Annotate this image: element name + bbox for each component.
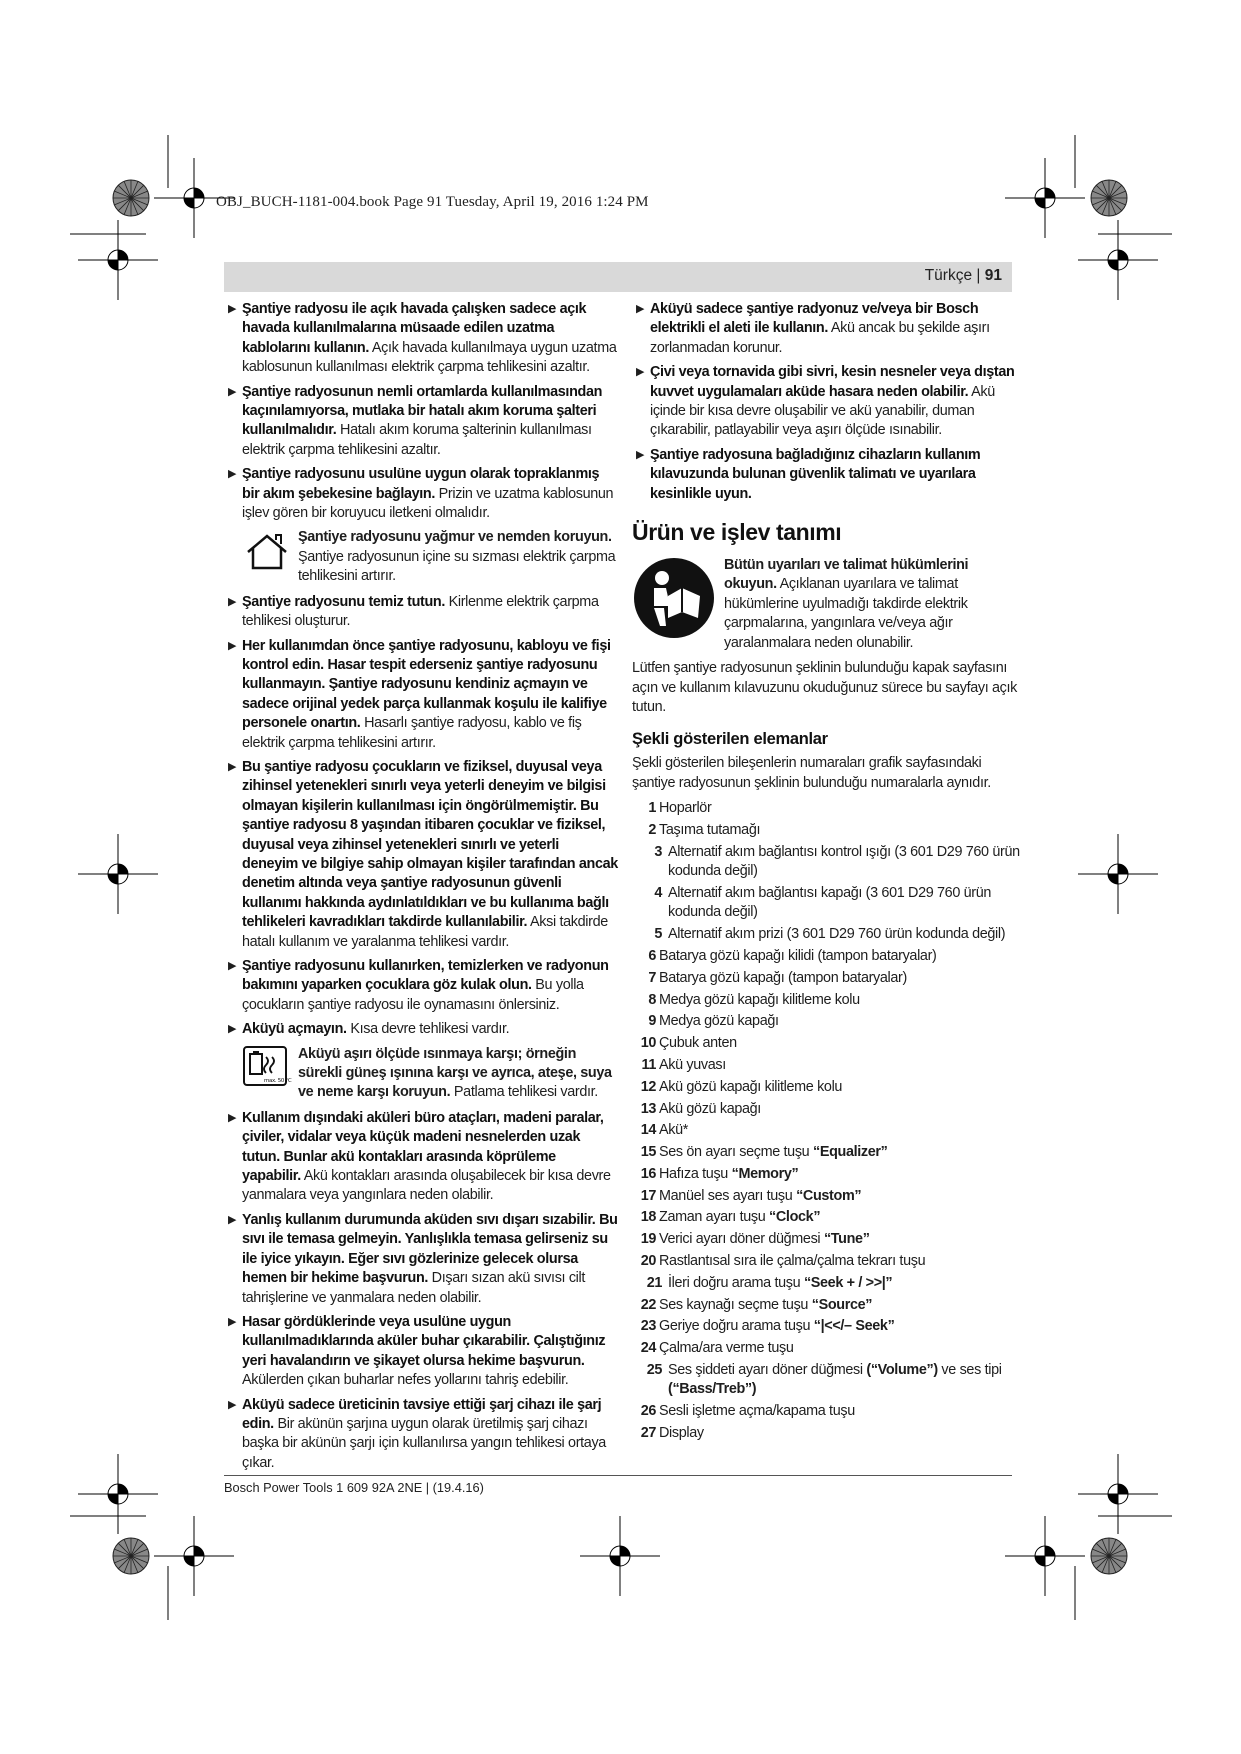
bullet-triangle-icon: ▶ <box>228 468 237 481</box>
color-bar-star-top-right <box>1091 180 1127 216</box>
bullet-triangle-icon: ▶ <box>228 1111 237 1124</box>
bullet-triangle-icon: ▶ <box>228 760 237 773</box>
part-text: Verici ayarı döner düğmesi <box>659 1231 824 1248</box>
color-bar-star-top-left <box>113 180 149 216</box>
safety-item-text: Akü içinde bir kısa devre oluşabilir ve akü yanabilir, duman çıkarabilir, patlayabilir veya aşırı ölçüde ısınabilir. <box>650 383 995 439</box>
right-column <box>632 300 1024 1446</box>
part-item <box>632 1121 1024 1140</box>
part-number: 4 <box>654 884 662 901</box>
safety-item-text: Prizin ve uzatma kablosunun işlev gören bir koruyucu iletkeni olmalıdır. <box>242 485 614 522</box>
part-label <box>659 1100 761 1119</box>
manual-note-text: Açıklanan uyarılara ve talimat hükümlerine uyulmadığı takdirde elektrik çarpmalarına, yangınlara ve/veya ağır yaralanmalara neden olunabilir. <box>724 576 968 651</box>
safety-item-text: Hatalı akım koruma şalterinin kullanılması elektrik çarpma tehlikesini azaltır. <box>242 422 592 458</box>
part-text: Rastlantısal sıra ile çalma/çalma tekrarı tuşu <box>659 1253 926 1270</box>
part-text: Ses şiddeti ayarı döner düğmesi <box>668 1362 867 1379</box>
part-text: Ses ön ayarı seçme tuşu <box>659 1144 813 1161</box>
part-text: Hafıza tuşu <box>659 1165 732 1182</box>
part-label <box>659 821 760 840</box>
part-text: Hoparlör <box>659 800 712 817</box>
battery-heat-icon <box>242 1045 294 1093</box>
part-item <box>632 991 1024 1010</box>
part-key-name: “Clock” <box>769 1209 821 1226</box>
intro-paragraph: Lütfen şantiye radyosunun şeklinin bulunduğu kapak sayfasını açın ve kullanım kılavuzunu okuduğunuz sürece bu sayfayı açık tutun. <box>632 660 1018 715</box>
bullet-triangle-icon: ▶ <box>228 1315 237 1328</box>
part-text: Alternatif akım prizi (3 601 D29 760 ürün kodunda değil) <box>668 926 1006 943</box>
bullet-triangle-icon: ▶ <box>636 303 645 315</box>
part-item <box>632 925 1024 944</box>
part-item <box>632 799 1024 818</box>
sub-paragraph: Şekli gösterilen bileşenlerin numaraları grafik sayfasındaki şantiye radyosunun şeklinin bulunduğu numaralarla aynıdır. <box>632 755 991 791</box>
part-key-name: “Tune” <box>823 1231 870 1248</box>
footer-rule <box>224 1475 1012 1476</box>
part-label <box>659 1143 888 1162</box>
safety-item <box>224 758 618 952</box>
part-label <box>659 1317 894 1336</box>
part-text: Alternatif akım bağlantısı kontrol ışığı (3 601 D29 760 ürün kodunda değil) <box>668 843 1020 880</box>
part-number: 8 <box>648 991 656 1008</box>
print-info-line: OBJ_BUCH-1181-004.book Page 91 Tuesday, April 19, 2016 1:24 PM <box>216 194 649 210</box>
part-number: 21 <box>646 1274 662 1291</box>
safety-item-bold: Her kullanımdan önce şantiye radyosunu, kabloyu ve fişi kontrol edin. Hasar tespit ederseniz şantiye radyosunu kullanmayın. Şantiye radyosunu kendiniz açmayın ve sadece orijinal yedek parça kullanmak koşulu ile kalifiye personele onartın. <box>242 637 611 732</box>
bullet-triangle-icon: ▶ <box>228 1398 237 1411</box>
safety-item-bold: Kullanım dışındaki aküleri büro ataçları, madeni paralar, çiviler, vidalar veya küçük madeni nesnelerden uzak tutun. Bunlar akü kontakları arasında köprüleme yapabilir. <box>242 1109 604 1185</box>
part-label <box>659 1402 855 1421</box>
part-item <box>632 1100 1024 1119</box>
part-text: Çalma/ara verme tuşu <box>659 1340 794 1357</box>
part-label <box>668 843 1024 882</box>
part-text: Medya gözü kapağı kilitleme kolu <box>659 991 860 1008</box>
part-label <box>659 1187 861 1206</box>
bullet-triangle-icon: ▶ <box>228 303 237 315</box>
header-language: Türkçe <box>924 267 973 284</box>
part-number: 22 <box>640 1296 656 1313</box>
part-item <box>632 969 1024 988</box>
safety-item-text: Akü kontakları arasında oluşabilecek bir kısa devre yanmalara veya yangınlara neden olabilir. <box>242 1168 611 1204</box>
part-item <box>632 1056 1024 1075</box>
part-number: 14 <box>640 1122 656 1139</box>
part-number: 26 <box>640 1403 656 1420</box>
part-text: Akü yuvası <box>659 1056 726 1073</box>
part-text: Display <box>659 1425 704 1442</box>
color-bar-star-bottom-right <box>1091 1538 1127 1574</box>
part-text: Sesli işletme açma/kapama tuşu <box>659 1403 855 1420</box>
manual-note <box>632 556 1024 653</box>
part-text: Geriye doğru arama tuşu <box>659 1318 814 1335</box>
part-text: Akü gözü kapağı <box>659 1100 761 1117</box>
safety-item-text: Akü ancak bu şekilde aşırı zorlanmadan korunur. <box>650 320 990 356</box>
part-number: 19 <box>640 1231 656 1248</box>
page-number: 91 <box>984 267 1002 284</box>
bullet-triangle-icon: ▶ <box>228 385 237 398</box>
part-label <box>668 925 1005 944</box>
part-label <box>668 1361 1024 1400</box>
part-item <box>632 1230 1024 1249</box>
part-text: İleri doğru arama tuşu <box>668 1274 804 1291</box>
safety-item-bold: Aküyü sadece şantiye radyonuz ve/veya bir Bosch elektrikli el aleti ile kullanın. <box>650 301 979 337</box>
part-item <box>632 1208 1024 1227</box>
safety-item-bold: Aküyü sadece üreticinin tavsiye ettiği şarj cihazı ile şarj edin. <box>242 1396 602 1432</box>
part-number: 2 <box>648 821 656 838</box>
part-number: 18 <box>640 1209 656 1226</box>
bullet-triangle-icon: ▶ <box>636 448 645 461</box>
part-number: 11 <box>641 1056 656 1073</box>
safety-item-text: Şantiye radyosunun içine su sızması elektrik çarpma tehlikesini artırır. <box>298 548 616 585</box>
part-number: 15 <box>640 1144 656 1161</box>
part-label <box>659 991 860 1010</box>
part-item <box>632 1317 1024 1336</box>
safety-item-bold: Hasar gördüklerinde veya usulüne uygun kullanılmadıklarında aküler buhar çıkarabilir. Çalıştığınız yeri havalandırın ve şikayet olursa hekime başvurun. <box>242 1313 606 1369</box>
part-number: 25 <box>646 1362 662 1379</box>
part-number: 27 <box>640 1425 656 1442</box>
part-number: 1 <box>648 800 656 817</box>
safety-item <box>224 1313 618 1391</box>
safety-item-bold: Şantiye radyosunun nemli ortamlarda kullanılmasından kaçınılamıyorsa, mutlaka bir hatalı akım koruma şalteri kullanılmalıdır. <box>242 383 603 439</box>
part-label <box>659 1208 820 1227</box>
part-label <box>659 1078 842 1097</box>
part-key-name: “Custom” <box>796 1187 862 1204</box>
safety-item-text: Hasarlı şantiye radyosu, kablo ve fiş elektrik çarpma tehlikesini artırır. <box>242 715 582 751</box>
part-text: Batarya gözü kapağı (tampon bataryalar) <box>659 969 907 986</box>
part-number: 9 <box>648 1013 656 1030</box>
part-key-name: “Memory” <box>731 1165 799 1182</box>
part-item <box>632 821 1024 840</box>
house-rain-icon <box>242 528 294 578</box>
part-number: 23 <box>640 1318 656 1335</box>
bullet-triangle-icon: ▶ <box>228 595 237 608</box>
safety-item-text: Dışarı sızan akü sıvısı cilt tahrişlerine ve yanmalara neden olabilir. <box>242 1270 586 1306</box>
part-number: 16 <box>640 1165 656 1182</box>
bullet-triangle-icon: ▶ <box>228 960 237 972</box>
part-label <box>659 1034 737 1053</box>
footer-text: Bosch Power Tools 1 609 92A 2NE | (19.4.16) <box>224 1480 484 1495</box>
bullet-triangle-icon: ▶ <box>228 1023 237 1036</box>
color-bar-star-bottom-left <box>113 1538 149 1574</box>
part-item <box>632 1252 1024 1271</box>
part-key-name: “Equalizer” <box>812 1144 888 1161</box>
safety-item-bold: Şantiye radyosuna bağladığınız cihazların kullanım kılavuzunda bulunan güvenlik talimatı ve uyarılara kesinlikle uyun. <box>650 446 981 502</box>
part-key-name: “Seek + / >>|” <box>803 1274 893 1291</box>
read-manual-icon <box>632 556 718 646</box>
sub-title: Şekli gösterilen elemanlar <box>632 730 828 749</box>
part-label <box>659 1230 870 1249</box>
safety-item-text: Açık havada kullanılmaya uygun uzatma kablosunun kullanılması elektrik çarpma tehlikesini azaltır. <box>242 339 617 376</box>
safety-item <box>224 593 618 632</box>
left-column <box>224 300 618 1478</box>
part-number: 3 <box>654 843 662 860</box>
part-number: 12 <box>640 1078 656 1095</box>
part-label <box>659 1339 794 1358</box>
safety-item-text: Kirlenme elektrik çarpma tehlikesi oluşturur. <box>242 593 599 630</box>
part-item <box>632 1187 1024 1206</box>
safety-item-bold: Şantiye radyosunu kullanırken, temizlerken ve radyonun bakımını yaparken çocuklara göz kulak olun. <box>242 958 609 994</box>
part-label <box>659 799 711 818</box>
part-label <box>659 1165 798 1184</box>
safety-item-bold: Bu şantiye radyosu çocukların ve fiziksel, duyusal veya zihinsel yetenekleri sınırlı veya yeterli deneyim ve bilgisi olmayan kişilerin kullanılması için öngörülmemiştir. Bu şantiye radyosu 8 yaşından itibaren çocuklar ve fiziksel, duyusal veya zihinsel yetenekleri sınırlı ve yeterli deneyim ve bilgiye sahip olmayan kişiler tarafından ancak denetim altında veya şantiye radyosunun güvenli kullanımı hakkında aydınlatıldıkları ve bu kullanıma bağlı tehlikeleri kavradıkları takdirde kullanılabilir. <box>242 758 618 931</box>
safety-item <box>224 465 618 523</box>
safety-item-bold: Şantiye radyosu ile açık havada çalışken sadece açık havada kullanılmalarına müsaade edilen uzatma kablolarını kullanın. <box>242 301 587 356</box>
part-item <box>632 1424 1024 1443</box>
part-label <box>659 1056 726 1075</box>
safety-item <box>224 1211 618 1308</box>
safety-icon-item <box>242 1045 618 1103</box>
part-label <box>659 969 907 988</box>
part-text: Alternatif akım bağlantısı kapağı (3 601 D29 760 ürün kodunda değil) <box>668 884 992 921</box>
part-label <box>659 1296 872 1315</box>
safety-item-bold: Aküyü aşırı ölçüde ısınmaya karşı; örneğin sürekli güneş ışınına karşı ve ayrıca, ateşe, suya ve neme karşı koruyun. <box>298 1045 612 1101</box>
safety-item <box>224 383 618 461</box>
safety-item <box>224 300 618 378</box>
battery-temp-label: max. 50 °C <box>264 1077 292 1084</box>
part-label <box>659 1121 688 1140</box>
part-item <box>632 1296 1024 1315</box>
part-item <box>632 1361 1024 1400</box>
safety-item <box>224 1396 618 1474</box>
safety-item-bold: Çivi veya tornavida gibi sivri, kesin nesneler veya dıştan kuvvet uygulamaları aküde hasara neden olabilir. <box>650 364 1015 400</box>
part-text: Medya gözü kapağı <box>659 1013 779 1030</box>
page-header-bar <box>224 262 1012 292</box>
part-item <box>632 884 1024 923</box>
part-number: 10 <box>640 1035 656 1052</box>
safety-item <box>224 1020 618 1039</box>
safety-item-text: Bu yolla çocukların şantiye radyosu ile oynamasını önlersiniz. <box>242 977 584 1013</box>
bullet-triangle-icon: ▶ <box>228 639 237 652</box>
safety-item-bold: Yanlış kullanım durumunda aküden sıvı dışarı sızabilir. Bu sıvı ile temasa gelmeyin. Yanlışlıkla temasa gelirseniz su ile iyice yıkayın. Eğer sıvı gözlerinize gelecek olursa hemen bir hekime başvurun. <box>242 1211 618 1287</box>
part-number: 6 <box>648 947 656 964</box>
header-separator: | <box>976 267 981 284</box>
part-item <box>632 1402 1024 1421</box>
part-label <box>668 884 1024 923</box>
part-text: Ses kaynağı seçme tuşu <box>659 1296 812 1313</box>
part-item <box>632 947 1024 966</box>
part-number: 20 <box>640 1253 656 1270</box>
parts-list <box>632 799 1024 1443</box>
part-item <box>632 1078 1024 1097</box>
part-item <box>632 1034 1024 1053</box>
part-item <box>632 1012 1024 1031</box>
safety-item-bold: Şantiye radyosunu usulüne uygun olarak topraklanmış bir akım şebekesine bağlayın. <box>242 466 600 502</box>
part-number: 24 <box>640 1340 656 1357</box>
part-label <box>659 1012 779 1031</box>
manual-note-bold: Bütün uyarıları ve talimat hükümlerini okuyun. <box>724 557 969 593</box>
safety-item <box>632 363 1024 441</box>
part-text: Taşıma tutamağı <box>659 821 761 838</box>
part-key-name: (“Bass/Treb”) <box>668 1381 757 1398</box>
part-label <box>659 947 936 966</box>
safety-item-text: Aksi takdirde hatalı kullanım ve yaralanma tehlikesi vardır. <box>242 914 608 950</box>
safety-item-bold: Şantiye radyosunu yağmur ve nemden koruyun. <box>298 529 612 546</box>
bullet-triangle-icon: ▶ <box>636 366 645 379</box>
safety-item-text: Bir akünün şarjına uygun olarak üretilmiş şarj cihazı başka bir akünün şarjı için kullanılırsa yangın tehlikesi ortaya çıkar. <box>242 1415 606 1471</box>
part-label <box>668 1274 892 1293</box>
part-key-name: (“Volume”) <box>866 1362 938 1379</box>
part-number: 17 <box>640 1187 656 1204</box>
part-number: 5 <box>654 926 662 943</box>
part-item <box>632 1339 1024 1358</box>
part-text: Manüel ses ayarı tuşu <box>659 1187 797 1204</box>
part-text: Batarya gözü kapağı kilidi (tampon bataryalar) <box>659 947 937 964</box>
safety-item <box>224 1109 618 1206</box>
part-key-name: “Source” <box>811 1296 873 1313</box>
safety-item-text: Akülerden çıkan buharlar nefes yollarını tahriş edebilir. <box>242 1372 569 1389</box>
safety-item <box>632 300 1024 358</box>
part-label <box>659 1424 704 1443</box>
safety-item-text: Kısa devre tehlikesi vardır. <box>346 1021 510 1038</box>
page-header-label <box>925 267 1002 285</box>
safety-item-bold: Aküyü açmayın. <box>242 1021 347 1038</box>
part-text: Zaman ayarı tuşu <box>659 1209 770 1226</box>
safety-item-bold: Şantiye radyosunu temiz tutun. <box>242 593 445 610</box>
bullet-triangle-icon: ▶ <box>228 1213 237 1226</box>
safety-item <box>224 637 618 753</box>
part-number: 13 <box>640 1100 656 1117</box>
part-number: 7 <box>648 969 656 986</box>
safety-icon-item <box>242 528 618 586</box>
part-item <box>632 1274 1024 1293</box>
part-item <box>632 1165 1024 1184</box>
section-title: Ürün ve işlev tanımı <box>632 519 842 546</box>
part-text: ve ses tipi <box>937 1362 1002 1379</box>
part-text: Akü* <box>659 1122 688 1139</box>
part-text: Çubuk anten <box>659 1035 737 1052</box>
part-text: Akü gözü kapağı kilitleme kolu <box>659 1078 843 1095</box>
part-item <box>632 843 1024 882</box>
part-key-name: “|<</– Seek” <box>813 1318 895 1335</box>
safety-item-text: Patlama tehlikesi vardır. <box>450 1084 598 1101</box>
safety-item <box>224 957 618 1015</box>
part-item <box>632 1143 1024 1162</box>
part-label <box>659 1252 925 1271</box>
safety-item <box>632 446 1024 504</box>
